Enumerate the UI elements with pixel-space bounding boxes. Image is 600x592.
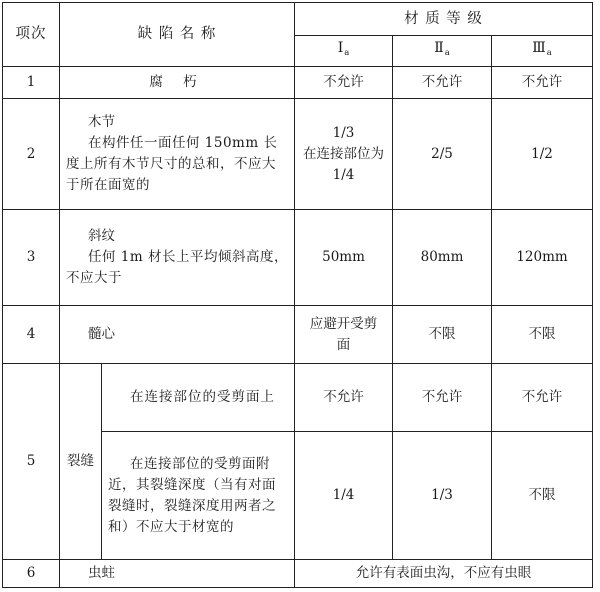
header-defect-name: 缺 陷 名 称 bbox=[60, 3, 295, 67]
header-item-no: 项次 bbox=[3, 3, 60, 67]
grade-1a-roman: Ⅰ bbox=[337, 40, 344, 56]
header-material-grade: 材 质 等 级 bbox=[295, 3, 593, 36]
row-3-grade-1: 50mm bbox=[295, 210, 393, 306]
grade-1a bbox=[295, 36, 393, 67]
row-5b-grade-1: 1/4 bbox=[295, 432, 393, 560]
row-2-grade-3: 1/2 bbox=[492, 99, 593, 210]
grade-2a-sub: a bbox=[444, 48, 450, 58]
row-5b-desc: 在连接部位的受剪面附近，其裂缝深度（当有对面裂缝时，裂缝深度用两者之和）不应大于材宽的 bbox=[102, 432, 295, 560]
row-1-grade-1: 不允许 bbox=[295, 67, 393, 99]
grade-2a bbox=[393, 36, 492, 67]
row-3-no: 3 bbox=[3, 210, 60, 306]
row-4-grade-2: 不限 bbox=[393, 306, 492, 364]
grade-3a bbox=[492, 36, 593, 67]
row-2-grade-1-line2: 在连接部位为 1/4 bbox=[303, 145, 385, 183]
row-2-name bbox=[60, 99, 295, 210]
row-5a-grade-1: 不允许 bbox=[295, 364, 393, 432]
row-3-name bbox=[60, 210, 295, 306]
row-3-title: 斜纹 bbox=[88, 228, 115, 244]
row-4-grade-1: 应避开受剪面 bbox=[295, 306, 393, 364]
row-5a-desc: 在连接部位的受剪面上 bbox=[102, 364, 295, 432]
row-5b-grade-3: 不限 bbox=[492, 432, 593, 560]
row-6-merged-value: 允许有表面虫沟，不应有虫眼 bbox=[295, 560, 593, 588]
row-6-name: 虫蛀 bbox=[60, 560, 295, 588]
row-2-no: 2 bbox=[3, 99, 60, 210]
row-2-title: 木节 bbox=[88, 114, 115, 130]
row-4-no: 4 bbox=[3, 306, 60, 364]
row-4-grade-3: 不限 bbox=[492, 306, 593, 364]
table-row bbox=[3, 364, 593, 432]
row-3-grade-2: 80mm bbox=[393, 210, 492, 306]
table-row bbox=[3, 99, 593, 210]
row-3-grade-3: 120mm bbox=[492, 210, 593, 306]
row-5-name: 裂缝 bbox=[60, 364, 102, 560]
row-2-grade-1 bbox=[295, 99, 393, 210]
grade-1a-sub: a bbox=[344, 48, 350, 58]
table-row bbox=[3, 560, 593, 588]
grade-2a-roman: Ⅱ bbox=[434, 40, 444, 56]
row-5a-grade-3: 不允许 bbox=[492, 364, 593, 432]
row-2-grade-1-line1: 1/3 bbox=[332, 124, 355, 141]
table-row bbox=[3, 306, 593, 364]
row-1-grade-3: 不允许 bbox=[492, 67, 593, 99]
row-3-desc: 任何 1m 材长上平均倾斜高度，不应大于 bbox=[66, 249, 288, 286]
row-4-name: 髓心 bbox=[60, 306, 295, 364]
timber-defect-table bbox=[2, 2, 593, 588]
row-1-name: 腐 朽 bbox=[60, 67, 295, 99]
table-row bbox=[3, 210, 593, 306]
grade-3a-sub: a bbox=[546, 48, 552, 58]
grade-3a-roman: Ⅲ bbox=[532, 40, 546, 56]
row-5-no: 5 bbox=[3, 364, 60, 560]
row-1-grade-2: 不允许 bbox=[393, 67, 492, 99]
table-row bbox=[3, 67, 593, 99]
row-5a-grade-2: 不允许 bbox=[393, 364, 492, 432]
row-2-desc: 在构件任一面任何 150mm 长度上所有木节尺寸的总和，不应大于所在面宽的 bbox=[66, 135, 278, 193]
row-6-no: 6 bbox=[3, 560, 60, 588]
header-row-1 bbox=[3, 3, 593, 36]
row-5b-grade-2: 1/3 bbox=[393, 432, 492, 560]
row-1-no: 1 bbox=[3, 67, 60, 99]
row-2-grade-2: 2/5 bbox=[393, 99, 492, 210]
